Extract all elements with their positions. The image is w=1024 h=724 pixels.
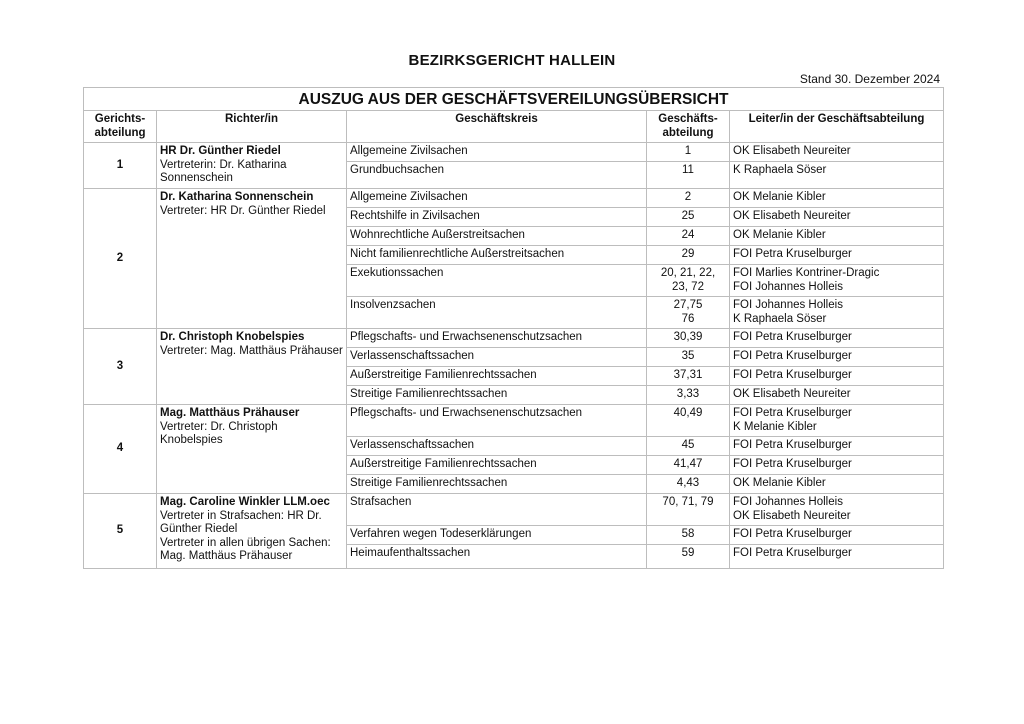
geschaeftsabteilung-cell bbox=[647, 367, 730, 386]
column-header-row bbox=[84, 111, 944, 143]
judge-deputy: Vertreterin: Dr. Katharina Sonnenschein bbox=[160, 158, 287, 184]
geschaeftsabteilung-number: 29 bbox=[681, 248, 695, 260]
geschaeftsabteilung-cell bbox=[647, 329, 730, 348]
geschaeftskreis-cell: Strafsachen bbox=[347, 494, 647, 526]
col-leiter: Leiter/in der Geschäftsabteilung bbox=[730, 111, 944, 143]
dept-number: 3 bbox=[84, 329, 157, 405]
table-row bbox=[84, 143, 944, 162]
leiter-cell bbox=[730, 545, 944, 569]
leiter-cell bbox=[730, 405, 944, 437]
geschaeftskreis-cell: Streitige Familienrechtssachen bbox=[347, 475, 647, 494]
judge-name: Mag. Caroline Winkler LLM.oec bbox=[160, 496, 330, 508]
leiter-cell bbox=[730, 208, 944, 227]
geschaeftsabteilung-cell bbox=[647, 297, 730, 329]
leiter-cell bbox=[730, 227, 944, 246]
geschaeftsabteilung-number: 3,33 bbox=[676, 388, 700, 400]
geschaeftsabteilung-cell bbox=[647, 386, 730, 405]
geschaeftskreis-cell: Verfahren wegen Todeserklärungen bbox=[347, 526, 647, 545]
geschaeftskreis-cell: Allgemeine Zivilsachen bbox=[347, 143, 647, 162]
judge-name: Dr. Katharina Sonnenschein bbox=[160, 191, 314, 203]
table-body bbox=[84, 143, 944, 569]
geschaeftsabteilung-number: 23, 72 bbox=[672, 280, 704, 293]
leiter-cell bbox=[730, 475, 944, 494]
dept-number: 4 bbox=[84, 405, 157, 494]
geschaeftsabteilung-number: 35 bbox=[681, 350, 695, 362]
geschaeftskreis-cell: Heimaufenthaltssachen bbox=[347, 545, 647, 569]
col-gerichtsabteilung bbox=[84, 111, 157, 143]
leiter-cell bbox=[730, 367, 944, 386]
allocation-table bbox=[83, 87, 944, 569]
geschaeftsabteilung-cell bbox=[647, 475, 730, 494]
col-richter: Richter/in bbox=[157, 111, 347, 143]
leiter-name: FOI Petra Kruselburger bbox=[733, 439, 852, 451]
geschaeftsabteilung-cell bbox=[647, 456, 730, 475]
leiter-name: K Melanie Kibler bbox=[733, 420, 817, 433]
geschaeftsabteilung-number: 41,47 bbox=[673, 458, 703, 470]
leiter-name: OK Elisabeth Neureiter bbox=[733, 210, 851, 222]
dept-number: 5 bbox=[84, 494, 157, 569]
geschaeftsabteilung-cell bbox=[647, 405, 730, 437]
leiter-name: FOI Johannes Holleis bbox=[733, 280, 843, 293]
judge-cell bbox=[157, 494, 347, 569]
leiter-name: FOI Johannes Holleis bbox=[733, 496, 843, 508]
geschaeftsabteilung-cell bbox=[647, 545, 730, 569]
geschaeftskreis-cell: Verlassenschaftssachen bbox=[347, 437, 647, 456]
geschaeftskreis-cell: Wohnrechtliche Außerstreitsachen bbox=[347, 227, 647, 246]
geschaeftsabteilung-number: 1 bbox=[684, 145, 692, 157]
leiter-cell bbox=[730, 246, 944, 265]
leiter-name: OK Elisabeth Neureiter bbox=[733, 509, 851, 522]
geschaeftskreis-cell: Streitige Familienrechtssachen bbox=[347, 386, 647, 405]
leiter-cell bbox=[730, 456, 944, 475]
leiter-name: K Raphaela Söser bbox=[733, 312, 827, 325]
leiter-name: FOI Petra Kruselburger bbox=[733, 528, 852, 540]
geschaeftskreis-cell: Pflegschafts- und Erwachsenenschutzsachen bbox=[347, 405, 647, 437]
leiter-name: FOI Petra Kruselburger bbox=[733, 407, 852, 419]
geschaeftsabteilung-number: 58 bbox=[681, 528, 695, 540]
leiter-cell bbox=[730, 437, 944, 456]
geschaeftsabteilung-number: 45 bbox=[681, 439, 695, 451]
leiter-name: FOI Petra Kruselburger bbox=[733, 248, 852, 260]
geschaeftsabteilung-number: 2 bbox=[684, 191, 692, 203]
col-geschaeftsabteilung-line1: Geschäfts- bbox=[658, 113, 718, 125]
judge-name: Mag. Matthäus Prähauser bbox=[160, 407, 300, 419]
leiter-cell bbox=[730, 143, 944, 162]
leiter-cell bbox=[730, 297, 944, 329]
leiter-name: OK Melanie Kibler bbox=[733, 229, 826, 241]
leiter-name: FOI Petra Kruselburger bbox=[733, 547, 852, 559]
col-geschaeftsabteilung-line2: abteilung bbox=[662, 126, 714, 139]
geschaeftskreis-cell: Exekutionssachen bbox=[347, 265, 647, 297]
leiter-name: FOI Johannes Holleis bbox=[733, 299, 843, 311]
geschaeftsabteilung-cell bbox=[647, 526, 730, 545]
geschaeftsabteilung-cell bbox=[647, 208, 730, 227]
geschaeftskreis-cell: Außerstreitige Familienrechtssachen bbox=[347, 456, 647, 475]
col-gerichtsabteilung-line2: abteilung bbox=[94, 126, 146, 139]
geschaeftsabteilung-cell bbox=[647, 265, 730, 297]
geschaeftsabteilung-number: 20, 21, 22, bbox=[660, 267, 716, 279]
judge-name: HR Dr. Günther Riedel bbox=[160, 145, 281, 157]
col-geschaeftsabteilung bbox=[647, 111, 730, 143]
table-row bbox=[84, 494, 944, 526]
geschaeftsabteilung-number: 11 bbox=[682, 164, 694, 176]
geschaeftskreis-cell: Verlassenschaftssachen bbox=[347, 348, 647, 367]
geschaeftsabteilung-cell bbox=[647, 227, 730, 246]
leiter-name: OK Melanie Kibler bbox=[733, 477, 826, 489]
geschaeftsabteilung-number: 24 bbox=[681, 229, 695, 241]
judge-deputy: Vertreter in allen übrigen Sachen: Mag. Matthäus Prähauser bbox=[160, 536, 331, 562]
geschaeftskreis-cell: Nicht familienrechtliche Außerstreitsachen bbox=[347, 246, 647, 265]
leiter-name: FOI Petra Kruselburger bbox=[733, 369, 852, 381]
geschaeftsabteilung-number: 30,39 bbox=[673, 331, 703, 343]
leiter-cell bbox=[730, 265, 944, 297]
leiter-cell bbox=[730, 386, 944, 405]
judge-cell bbox=[157, 405, 347, 494]
judge-deputy: Vertreter in Strafsachen: HR Dr. Günther Riedel bbox=[160, 509, 322, 535]
table-row bbox=[84, 329, 944, 348]
leiter-cell bbox=[730, 189, 944, 208]
dept-number: 1 bbox=[84, 143, 157, 189]
leiter-name: FOI Petra Kruselburger bbox=[733, 458, 852, 470]
geschaeftsabteilung-number: 27,75 bbox=[673, 299, 703, 311]
leiter-name: OK Melanie Kibler bbox=[733, 191, 826, 203]
judge-cell bbox=[157, 329, 347, 405]
geschaeftsabteilung-number: 25 bbox=[681, 210, 695, 222]
leiter-cell bbox=[730, 348, 944, 367]
col-geschaeftskreis: Geschäftskreis bbox=[347, 111, 647, 143]
leiter-name: FOI Petra Kruselburger bbox=[733, 331, 852, 343]
leiter-name: OK Elisabeth Neureiter bbox=[733, 145, 851, 157]
geschaeftskreis-cell: Pflegschafts- und Erwachsenenschutzsachen bbox=[347, 329, 647, 348]
geschaeftsabteilung-cell bbox=[647, 494, 730, 526]
geschaeftsabteilung-number: 37,31 bbox=[673, 369, 703, 381]
geschaeftskreis-cell: Außerstreitige Familienrechtssachen bbox=[347, 367, 647, 386]
geschaeftskreis-cell: Rechtshilfe in Zivilsachen bbox=[347, 208, 647, 227]
geschaeftsabteilung-cell bbox=[647, 437, 730, 456]
geschaeftskreis-cell: Insolvenzsachen bbox=[347, 297, 647, 329]
leiter-name: FOI Petra Kruselburger bbox=[733, 350, 852, 362]
judge-deputy: Vertreter: HR Dr. Günther Riedel bbox=[160, 204, 326, 217]
geschaeftsabteilung-number: 76 bbox=[681, 312, 695, 325]
geschaeftsabteilung-number: 4,43 bbox=[676, 477, 700, 489]
judge-cell bbox=[157, 143, 347, 189]
leiter-cell bbox=[730, 162, 944, 189]
court-title: BEZIRKSGERICHT HALLEIN bbox=[408, 52, 616, 69]
geschaeftsabteilung-number: 59 bbox=[681, 547, 695, 559]
col-gerichtsabteilung-line1: Gerichts- bbox=[94, 113, 146, 125]
leiter-cell bbox=[730, 329, 944, 348]
judge-name: Dr. Christoph Knobelspies bbox=[160, 331, 305, 343]
geschaeftskreis-cell: Grundbuchsachen bbox=[347, 162, 647, 189]
geschaeftsabteilung-number: 70, 71, 79 bbox=[662, 496, 714, 508]
judge-deputy: Vertreter: Mag. Matthäus Prähauser bbox=[160, 344, 343, 357]
table-row bbox=[84, 405, 944, 437]
stand-date: Stand 30. Dezember 2024 bbox=[799, 72, 940, 86]
geschaeftskreis-cell: Allgemeine Zivilsachen bbox=[347, 189, 647, 208]
geschaeftsabteilung-cell bbox=[647, 143, 730, 162]
leiter-name: K Raphaela Söser bbox=[733, 164, 827, 176]
judge-cell bbox=[157, 189, 347, 329]
judge-deputy: Vertreter: Dr. Christoph Knobelspies bbox=[160, 420, 278, 446]
geschaeftsabteilung-cell bbox=[647, 246, 730, 265]
leiter-name: FOI Marlies Kontriner-Dragic bbox=[733, 267, 880, 279]
leiter-name: OK Elisabeth Neureiter bbox=[733, 388, 851, 400]
leiter-cell bbox=[730, 494, 944, 526]
dept-number: 2 bbox=[84, 189, 157, 329]
table-row bbox=[84, 189, 944, 208]
table-title: AUSZUG AUS DER GESCHÄFTSVEREILUNGSÜBERSICHT bbox=[84, 88, 944, 111]
geschaeftsabteilung-cell bbox=[647, 189, 730, 208]
geschaeftsabteilung-cell bbox=[647, 162, 730, 189]
geschaeftsabteilung-cell bbox=[647, 348, 730, 367]
leiter-cell bbox=[730, 526, 944, 545]
geschaeftsabteilung-number: 40,49 bbox=[673, 407, 703, 419]
